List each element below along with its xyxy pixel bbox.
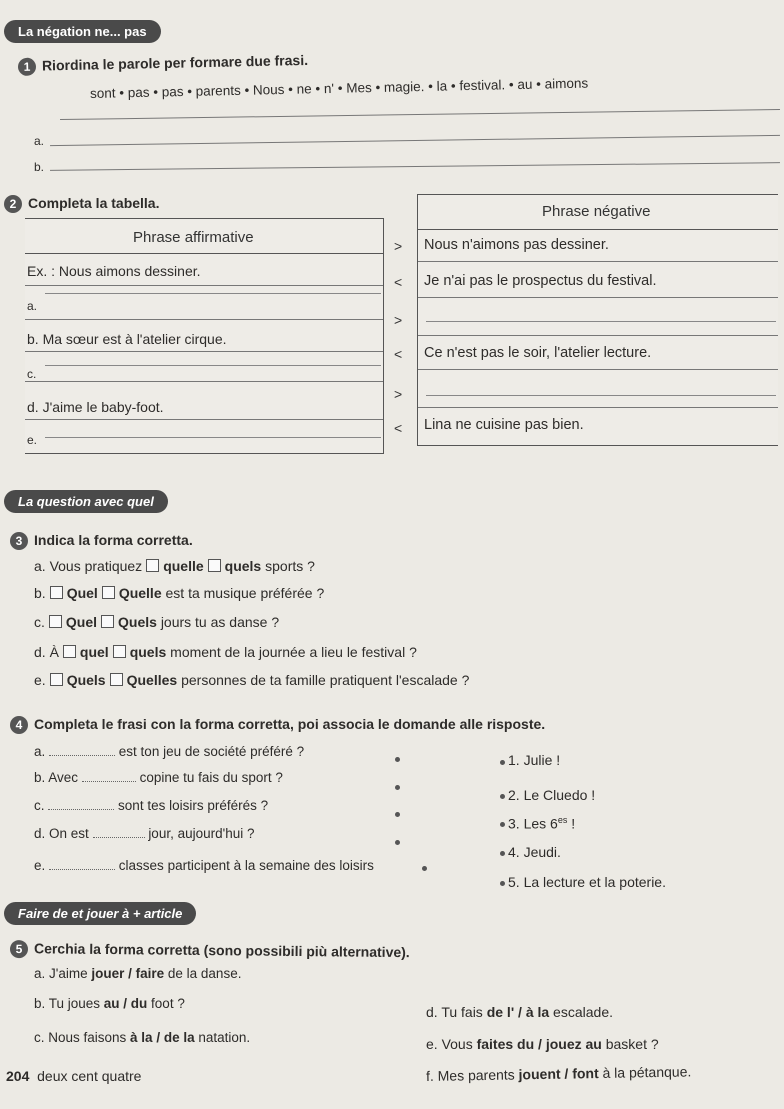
exercise-4-instruction: 4 Completa le frasi con la forma corretta, poi associa le domande alle risposte.	[10, 716, 545, 734]
blank-field[interactable]	[49, 869, 115, 870]
exercise-3-instruction: 3 Indica la forma corretta.	[10, 532, 193, 550]
header-negative: Phrase négative	[542, 203, 651, 220]
checkbox[interactable]	[49, 615, 62, 628]
match-dot-answer[interactable]	[500, 822, 505, 827]
ex5-item-d: d. Tu fais de l' / à la escalade.	[426, 1004, 613, 1020]
arrow-left: <	[394, 420, 403, 436]
checkbox[interactable]	[50, 673, 63, 686]
neg-answer-line[interactable]	[426, 321, 776, 322]
ex4-answer-5: 5. La lecture et la poterie.	[508, 874, 666, 890]
section-title-question: La question avec quel	[4, 490, 168, 513]
neg-row-1: Nous n'aimons pas dessiner.	[424, 237, 609, 253]
ex4-question-c: c. sont tes loisirs préférés ?	[34, 798, 269, 813]
ex4-answer-3: 3. Les $6^{es}$ !	[508, 815, 576, 832]
blank-field[interactable]	[93, 837, 145, 838]
ex5-item-a: a. J'aime jouer / faire de la danse.	[34, 966, 242, 981]
section-title-faire-jouer: Faire de et jouer à + article	[4, 902, 196, 925]
match-dot-answer[interactable]	[500, 760, 505, 765]
ex5-item-e: e. Vous faites du / jouez au basket ?	[426, 1036, 659, 1052]
header-affirmative: Phrase affirmative	[133, 229, 254, 246]
arrow-left: <	[394, 346, 403, 362]
ex3-item-e: e. Quels Quelles personnes de ta famille pratiquent l'escalade ?	[34, 672, 470, 688]
ex4-question-a: a. est ton jeu de société préféré ?	[34, 744, 305, 759]
page-footer	[6, 1068, 141, 1084]
blank-field[interactable]	[49, 755, 115, 756]
ex4-question-d: d. On est jour, aujourd'hui ?	[34, 826, 255, 841]
exercise-1-instruction: 1 Riordina le parole per formare due frasi.	[18, 52, 308, 76]
ex4-answer-2: 2. Le Cluedo !	[508, 787, 596, 803]
row-e: e.	[27, 433, 38, 447]
table-negative	[417, 194, 778, 446]
arrow-right: >	[394, 238, 403, 254]
ex4-answer-4: 4. Jeudi.	[508, 844, 561, 860]
exercise-number: 3	[10, 532, 28, 550]
exercise-number: 1	[18, 58, 36, 76]
blank-field[interactable]	[48, 809, 114, 810]
ex4-answer-1: 1. Julie !	[508, 752, 561, 768]
checkbox[interactable]	[208, 559, 221, 572]
exercise-2-instruction: 2 Completa la tabella.	[4, 195, 159, 213]
row-d: d. J'aime le baby-foot.	[27, 399, 164, 415]
arrow-right: >	[394, 312, 403, 328]
answer-label-b: b.	[34, 160, 45, 174]
row-c: c.	[27, 367, 37, 381]
arrow-left: <	[394, 274, 403, 290]
ex4-question-e: e. classes participent à la semaine des loisirs	[34, 858, 374, 873]
row-b: b. Ma sœur est à l'atelier cirque.	[27, 331, 227, 347]
checkbox[interactable]	[110, 673, 123, 686]
row-a: a.	[27, 299, 38, 313]
arrow-right: >	[394, 386, 403, 402]
exercise-5-instruction: 5 Cerchia la forma corretta (sono possibili più alternative).	[10, 940, 410, 962]
match-dot-question[interactable]	[395, 840, 400, 845]
blank-field[interactable]	[82, 781, 136, 782]
exercise-1-words: sont • pas • pas • parents • Nous • ne • n' • Mes • magie. • la • festival. • au • aimons	[89, 75, 589, 101]
ex3-item-a: a. Vous pratiquez quelle quels sports ?	[34, 558, 315, 574]
match-dot-question[interactable]	[422, 866, 427, 871]
row-ex: Ex. : Nous aimons dessiner.	[27, 263, 201, 279]
exercise-number: 2	[4, 195, 22, 213]
neg-row-6: Lina ne cuisine pas bien.	[424, 417, 584, 433]
match-dot-answer[interactable]	[500, 851, 505, 856]
match-dot-question[interactable]	[395, 785, 400, 790]
ex3-item-b: b. Quel Quelle est ta musique préférée ?	[34, 585, 325, 601]
neg-row-4: Ce n'est pas le soir, l'atelier lecture.	[424, 345, 652, 361]
checkbox[interactable]	[102, 586, 115, 599]
table-affirmative	[25, 218, 384, 454]
checkbox[interactable]	[101, 615, 114, 628]
answer-label-a: a.	[34, 134, 45, 148]
match-dot-question[interactable]	[395, 757, 400, 762]
checkbox[interactable]	[50, 586, 63, 599]
checkbox[interactable]	[113, 645, 126, 658]
ex3-item-c: c. Quel Quels jours tu as danse ?	[34, 614, 280, 630]
ex5-item-f: f. Mes parents jouent / font à la pétanque.	[425, 1063, 692, 1084]
section-title-negation: La négation ne... pas	[4, 20, 161, 43]
page-number: 204	[6, 1068, 30, 1084]
ex5-item-c: c. Nous faisons à la / de la natation.	[34, 1030, 251, 1045]
ex5-item-b: b. Tu joues au / du foot ?	[34, 996, 185, 1011]
checkbox[interactable]	[63, 645, 76, 658]
match-dot-question[interactable]	[395, 812, 400, 817]
match-dot-answer[interactable]	[500, 881, 505, 886]
ex4-question-b: b. Avec copine tu fais du sport ?	[34, 770, 283, 785]
page-number-words: deux cent quatre	[37, 1068, 142, 1084]
answer-line-b[interactable]	[50, 162, 780, 171]
neg-answer-line[interactable]	[426, 395, 776, 396]
match-dot-answer[interactable]	[500, 794, 505, 799]
exercise-number: 4	[10, 716, 28, 734]
ex3-item-d: d. À quel quels moment de la journée a lieu le festival ?	[34, 644, 417, 660]
checkbox[interactable]	[146, 559, 159, 572]
answer-line-a[interactable]	[50, 135, 780, 146]
answer-line	[60, 109, 780, 120]
neg-row-2: Je n'ai pas le prospectus du festival.	[424, 273, 657, 289]
exercise-number: 5	[10, 940, 28, 958]
